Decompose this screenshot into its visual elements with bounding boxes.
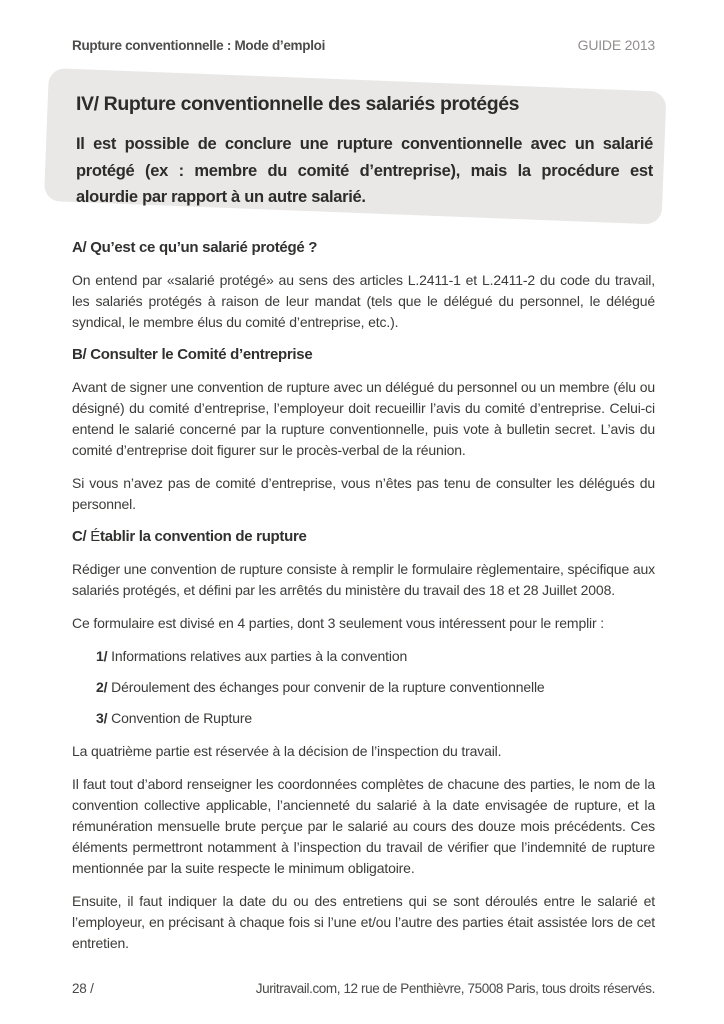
list-item-2: [96, 677, 655, 698]
list-item-2-text: Déroulement des échanges pour convenir de la rupture conventionnelle: [111, 679, 545, 695]
page-header: [72, 37, 655, 53]
hero-block: [76, 92, 653, 211]
paragraph-c3: La quatrième partie est réservée à la décision de l’inspection du travail.: [72, 743, 502, 759]
form-parts-list: [72, 646, 655, 729]
list-item-3: [96, 708, 655, 729]
header-document-title: Rupture conventionnelle : Mode d’emploi: [72, 38, 326, 53]
heading-section-b: B/ Consulter le Comité d’entreprise: [72, 346, 313, 363]
paragraph-c5: Ensuite, il faut indiquer la date du ou des entretiens qui se sont déroulés entre le salarié et l’employeur, en précisant à chaque fois si l’une et/ou l’autre des parties était assistée lors de cet entretien.: [72, 893, 655, 951]
paragraph-b2: Si vous n’avez pas de comité d’entreprise, vous n’êtes pas tenu de consulter les délégués du personnel.: [72, 475, 655, 512]
page-footer: [72, 981, 655, 996]
list-item-1: [96, 646, 655, 667]
list-item-3-text: Convention de Rupture: [111, 710, 252, 726]
heading-section-c: [72, 527, 655, 547]
list-item-3-number: 3/: [96, 710, 108, 726]
paragraph-c4: Il faut tout d’abord renseigner les coordonnées complètes de chacune des parties, le nom de la convention collective applicable, l’ancienneté du salarié à la date envisagée de rupture, et la rémunération mensuelle brute perçue par le salarié au cours des douze mois précédents. Ces éléments permettront notamment à l’inspection du travail de vérifier que l’indemnité de rupture mentionnée par la suite respecte le minimum obligatoire.: [72, 776, 655, 876]
chapter-intro: Il est possible de conclure une rupture conventionnelle avec un salarié protégé (ex : membre du comité d’entreprise), mais la procédure est alourdie par rapport à un autre salarié.: [76, 135, 653, 206]
list-item-1-number: 1/: [96, 648, 108, 664]
paragraph-b1: Avant de signer une convention de rupture avec un délégué du personnel ou un membre (élu ou désigné) du comité d’entreprise, l’employeur doit recueillir l’avis du comité d’entreprise. Celui-ci entend le salarié concerné par la rupture conventionnelle, puis vote à bulletin secret. L’avis du comité d’entreprise doit figurer sur le procès-verbal de la réunion.: [72, 379, 655, 458]
list-item-2-number: 2/: [96, 679, 108, 695]
paragraph-c2: Ce formulaire est divisé en 4 parties, dont 3 seulement vous intéressent pour le remplir :: [72, 615, 604, 631]
paragraph-c1: Rédiger une convention de rupture consiste à remplir le formulaire règlementaire, spécifique aux salariés protégés, et défini par les arrêtés du ministère du travail des 18 et 28 Juillet 2008.: [72, 561, 655, 598]
header-guide-year: GUIDE 2013: [577, 37, 655, 53]
document-body: [72, 238, 655, 966]
heading-c-prefix: C/: [72, 528, 91, 545]
footer-address: Juritravail.com, 12 rue de Penthièvre, 75008 Paris, tous droits réservés.: [255, 981, 655, 996]
heading-c-rest: tablir la convention de rupture: [100, 528, 307, 545]
paragraph-a1: On entend par «salarié protégé» au sens des articles L.2411-1 et L.2411-2 du code du travail, les salariés protégés à raison de leur mandat (tels que le délégué du personnel, le délégué syndical, le membre élus du comité d’entreprise, etc.).: [72, 272, 655, 330]
footer-page-number: 28 /: [72, 981, 94, 996]
chapter-title: IV/ Rupture conventionnelle des salariés protégés: [76, 93, 520, 115]
heading-c-accent-letter: É: [90, 528, 100, 545]
heading-section-a: A/ Qu’est ce qu’un salarié protégé ?: [72, 239, 318, 256]
list-item-1-text: Informations relatives aux parties à la convention: [111, 648, 408, 664]
